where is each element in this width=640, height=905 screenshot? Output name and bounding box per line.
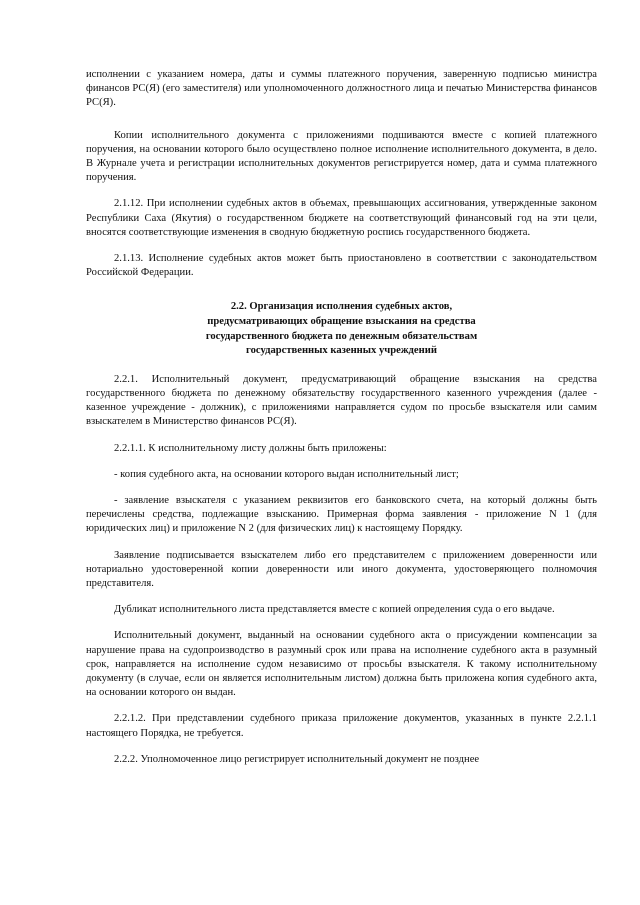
heading-line: государственных казенных учреждений [246,345,437,357]
paragraph-2-1-13: 2.1.13. Исполнение судебных актов может быть приостановлено в соответствии с законодательством Российской Федерации. [86,253,597,279]
heading-line: государственного бюджета по денежным обязательствам [205,330,478,342]
list-item-claimant-statement: - заявление взыскателя с указанием реквизитов его банковского счета, на который должны быть перечислены средства, подлежащие взысканию. Примерная форма заявления - приложение N 1 (для юридических лиц) и приложение N 2 (для физических лиц) к настоящему Порядку. [86,495,597,535]
heading-line: предусматривающих обращение взыскания на средства [207,316,476,328]
paragraph-2-1-12: 2.1.12. При исполнении судебных актов в объемах, превышающих ассигнования, утвержденные законом Республики Саха (Якутия) о государственном бюджете на соответствующий финансовый год на эти цели, вносятся соответствующие изменения в сводную бюджетную роспись государственного бюджета. [86,198,597,238]
paragraph-continuation: исполнении с указанием номера, даты и суммы платежного поручения, заверенную подписью министра финансов РС(Я) (его заместителя) или уполномоченного должностного лица и печатью Министерства финансов РС(Я). [86,69,597,109]
paragraph-2-2-2: 2.2.2. Уполномоченное лицо регистрирует исполнительный документ не позднее [114,753,480,765]
heading-line: 2.2. Организация исполнения судебных актов, [230,301,453,313]
paragraph-2-2-1-2: 2.2.1.2. При представлении судебного приказа приложение документов, указанных в пункте 2.2.1.1 настоящего Порядка, не требуется. [86,713,597,739]
list-item-court-act-copy: - копия судебного акта, на основании которого выдан исполнительный лист; [114,468,459,480]
section-heading-2-2 [86,300,597,358]
paragraph-2-2-1: 2.2.1. Исполнительный документ, предусматривающий обращение взыскания на средства государственного бюджета по денежному обязательству государственного казенного учреждения (далее - казенное учреждение - должник), с приложениями направляется судом по просьбе взыскателя или самим взыскателем в Министерство финансов РС(Я). [86,373,597,428]
paragraph-duplicate: Дубликат исполнительного листа представляется вместе с копией определения суда о его выдаче. [114,604,555,616]
paragraph-2-2-1-1: 2.2.1.1. К исполнительному листу должны быть приложены: [114,442,387,454]
paragraph-statement-signing: Заявление подписывается взыскателем либо его представителем с приложением доверенности или нотариально удостоверенной копии доверенности или иного документа, удостоверяющего полномочия представителя. [86,549,597,590]
paragraph-copies: Копии исполнительного документа с приложениями подшиваются вместе с копией платежного поручения, на основании которого было осуществлено полное исполнение исполнительного документа, в дело. В Журнале учета и регистрации исполнительных документов регистрируется номер, дата и сумма платежного поручения. [86,129,597,184]
paragraph-compensation: Исполнительный документ, выданный на основании судебного акта о присуждении компенсации за нарушение права на судопроизводство в разумный срок или права на исполнение судебного акта в разумный срок, направляется на исполнение судом независимо от просьбы взыскателя. К такому исполнительному документу (в случае, если он является исполнительным листом) должна быть приложена копия судебного акта, на основании которого он выдан. [86,630,597,699]
